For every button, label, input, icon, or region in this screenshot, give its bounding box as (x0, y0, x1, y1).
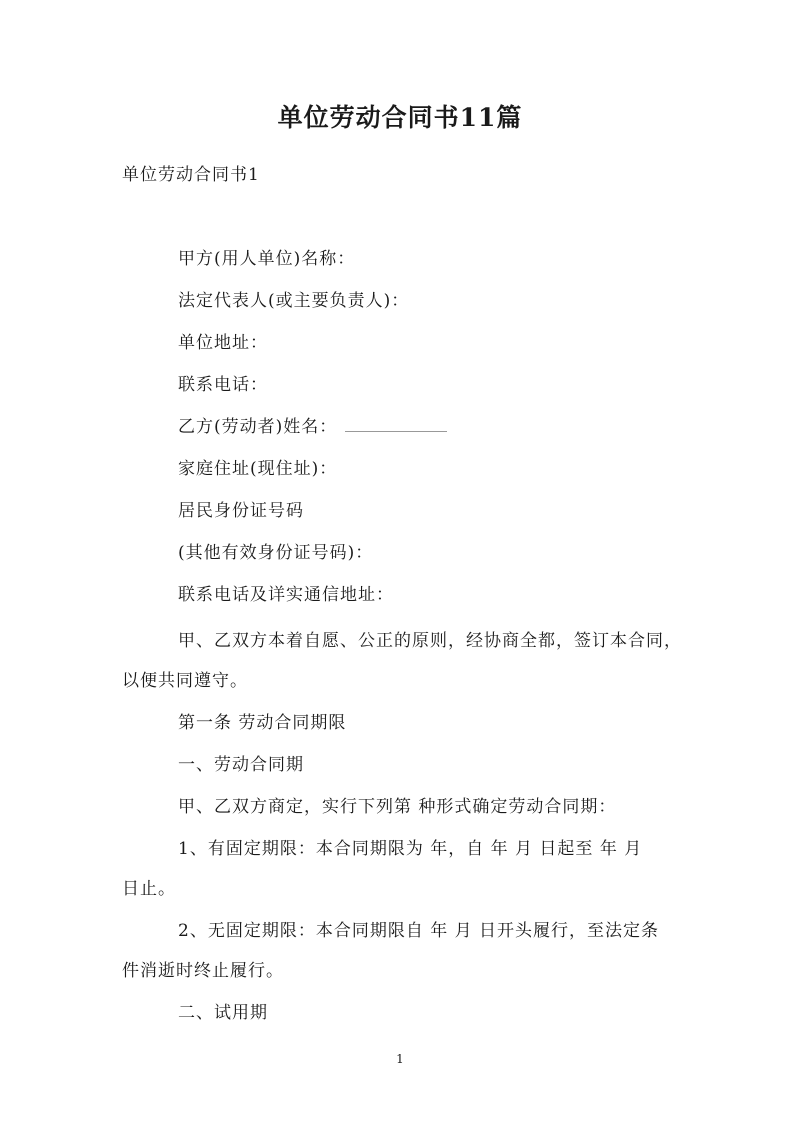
employee-name-field (178, 412, 447, 437)
employer-address-field: 单位地址： (178, 333, 268, 353)
employer-name-field: 甲方(用人单位)名称： (178, 249, 356, 269)
employer-phone-field: 联系电话： (178, 375, 268, 395)
agreement-paragraph-line-2: 以便共同遵守。 (122, 671, 248, 691)
open-term-line-1: 2、无固定期限：本合同期限自 年 月 日开头履行，至法定条 (178, 921, 660, 941)
article-one-heading: 第一条 劳动合同期限 (178, 713, 347, 733)
section-probation: 二、试用期 (178, 1003, 268, 1023)
document-title: 单位劳动合同书11篇 (277, 103, 523, 132)
home-address-field: 家庭住址(现住址)： (178, 459, 338, 479)
id-number-field: 居民身份证号码 (178, 501, 304, 521)
fixed-term-line-1: 1、有固定期限：本合同期限为 年，自 年 月 日起至 年 月 (178, 839, 643, 859)
employee-name-label: 乙方(劳动者)姓名： (178, 417, 338, 437)
agreement-paragraph-line-1: 甲、乙双方本着自愿、公正的原则，经协商全都，签订本合同， (178, 631, 682, 651)
contact-address-field: 联系电话及详实通信地址： (178, 585, 394, 605)
page-number: 1 (396, 1052, 404, 1066)
open-term-line-2: 件消逝时终止履行。 (122, 961, 284, 981)
term-form-paragraph: 甲、乙双方商定，实行下列第 种形式确定劳动合同期： (178, 797, 617, 817)
other-id-field: (其他有效身份证号码)： (178, 543, 374, 563)
document-subtitle: 单位劳动合同书1 (122, 165, 260, 185)
section-contract-term: 一、劳动合同期 (178, 755, 304, 775)
fixed-term-line-2: 日止。 (122, 879, 176, 899)
employee-name-blank (345, 419, 447, 432)
legal-representative-field: 法定代表人(或主要负责人)： (178, 291, 410, 311)
